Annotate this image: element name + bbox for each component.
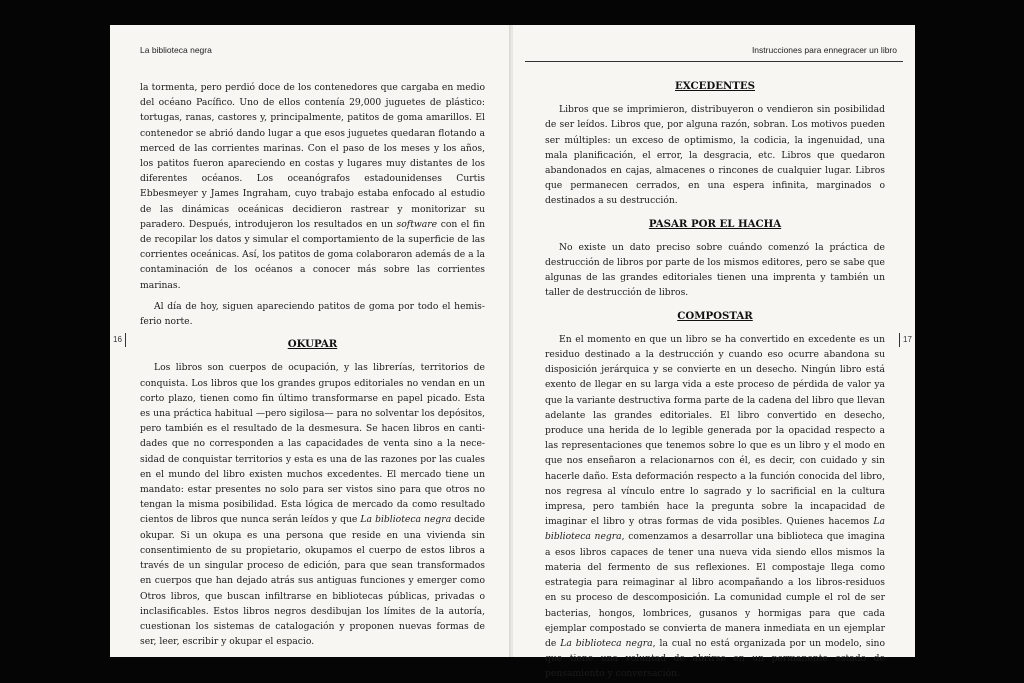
page-number-right: 17	[896, 333, 912, 347]
right-page	[513, 25, 915, 680]
section-title-okupar: OKUPAR	[287, 338, 338, 351]
section-text-pasar-por-el-hacha: No existe un dato preciso sobre cuándo comenzó la práctica de destrucción de libros por parte de los mismos editores, pero se sabe que algunas de las grandes editoriales tienen una imprenta y también un taller de destrucción de libros.	[545, 241, 885, 299]
section-title-pasar-por-el-hacha: PASAR POR EL HACHA	[648, 217, 782, 230]
header-rule	[525, 61, 903, 62]
section-text-excedentes: Libros que se imprimieron, distribuyeron o vendieron sin posibilidad de ser leídos. Libros que, por alguna razón, sobran. Los motivos pueden ser múltiples: un exceso de optimismo, la codicia, la ingenuidad, una mala planificación, el error, la desgracia, etc. Libros que quedaron abandonados en cajas, almacenes o rincones de cualquier lugar. Libros que permanecen cerrados, en una espera infinita, marginados o destinados a su destrucción.	[545, 104, 885, 207]
section-title-compostar: COMPOSTAR	[677, 309, 753, 322]
paragraph-2: Al día de hoy, siguen apareciendo patitos de goma por todo el hemisferio norte.	[140, 300, 485, 328]
left-page-body	[140, 80, 485, 649]
section-text-compostar: En el momento en que un libro se ha convertido en excedente es un residuo destinado a la destrucción y cuando eso ocurre abandona su disposición jerárquica y se convierte en un desecho. Ningún libro está exento de llegar en su larga vida a este proceso de pérdida de valor ya que la variante destructiva forma parte de la cadena del libro que llevan adelante las grandes editoriales. El libro convertido en desecho, produce una herida de lo legible generada por la opacidad respecto a las representaciones que tenemos sobre lo que es un libro y el modo en que nos enseñaron a relacionarnos con él, es decir, con cuidado y sin hacerle daño. Esta deformación respecto a la función conocida del libro, nos regresa al vínculo entre lo sagrado y lo sacrificial en la cultura impresa, pero también hace la pregunta sobre la incapacidad de imaginar el libro y otras formas de vida posibles. Quienes hacemos La biblioteca negra, comenzamos a desarrollar una biblioteca que imagina a esos libros capaces de tener una nueva vida siendo ellos mismos la materia del fermento de sus reflexiones. El compostaje llega como estrategia para reimaginar al libro acompañando a los libros-residuos en su proceso de descomposición. La comunidad cumple el rol de ser bacterias, hongos, lombrices, gusanos y hormigas para que cada ejemplar compostado se convierta de manera inmediata en un ejemplar de La biblioteca negra, la cual no está organizada por un modelo, sino que tiene una voluntad de abrirse en un permanente estado de pensamiento y conversación.	[545, 333, 886, 680]
paragraph-1: la tormenta, pero perdió doce de los contenedores que cargaba en medio del océano Pacífico. Uno de ellos contenía 29,000 juguetes de plástico: tortugas, ranas, castores y, principalmente, patitos de goma amarillos. El contenedor se abrió dando lugar a que esos juguetes quedaran flotando a merced de las corrientes marinas. Con el paso de los meses y los años, los patitos fueron apareciendo en costas y lugares muy distantes de los diferentes océanos. Los oceanógrafos estadounidenses Curtis Ebbesmeyer y James Ingraham, cuyo trabajo estaba enfocado al estudio de las dinámicas oceánicas decidieron rastrear y monitorizar su paradero. Después, introdujeron los resultados en un software con el fin de recopilar los datos y simular el comportamiento de la superficie de las corrientes oceánicas. Así, los patitos de goma colaboraron además de a la contaminación de los océanos a conocer más sobre las corrientes marinas.	[140, 82, 485, 291]
right-page-body	[545, 75, 885, 682]
left-page	[110, 25, 511, 657]
running-head-left: La biblioteca negra	[140, 45, 212, 55]
section-text-okupar: Los libros son cuerpos de ocupación, y las librerías, territorios de conquista. Los libros que los grandes grupos editoriales no vendan en un corto plazo, tienen como fin último transformarse en papel picado. Esta es una práctica habitual —pero sigilosa— para no solventar los depósitos, pero también es el resultado de la desmesura. Se hacen libros en cantidades que no corresponden a las capacidades de venta sino a la necesidad de conquistar territorios y esta es una de las razones por las cuales en el mundo del libro existen muchos excedentes. El mercado tiene un mandato: estar presentes no solo para ser vistos sino para que otros no tengan la misma posibilidad. Esta lógica de mercado da como resultado cientos de libros que nunca serán leídos y que La biblioteca negra decide okupar. Si un okupa es una persona que reside en una vivienda sin consentimiento de su propietario, okupamos el cuerpo de estos libros a través de un singular proceso de edición, para que sean transformados en cuerpos que han dejado atrás sus antiguas funciones y emerger como Otros libros, que buscan infiltrarse en bibliotecas públicas, privadas o inclasificables. Estos libros negros desdibujan los límites de la autoría, cuestionan los sistemas de catalogación y proponen nuevas formas de ser, leer, escribir y okupar el espacio.	[140, 362, 485, 648]
page-number-left: 16	[113, 333, 129, 347]
section-title-excedentes: EXCEDENTES	[675, 80, 755, 92]
running-head-right: Instrucciones para ennegracer un libro	[751, 45, 897, 55]
